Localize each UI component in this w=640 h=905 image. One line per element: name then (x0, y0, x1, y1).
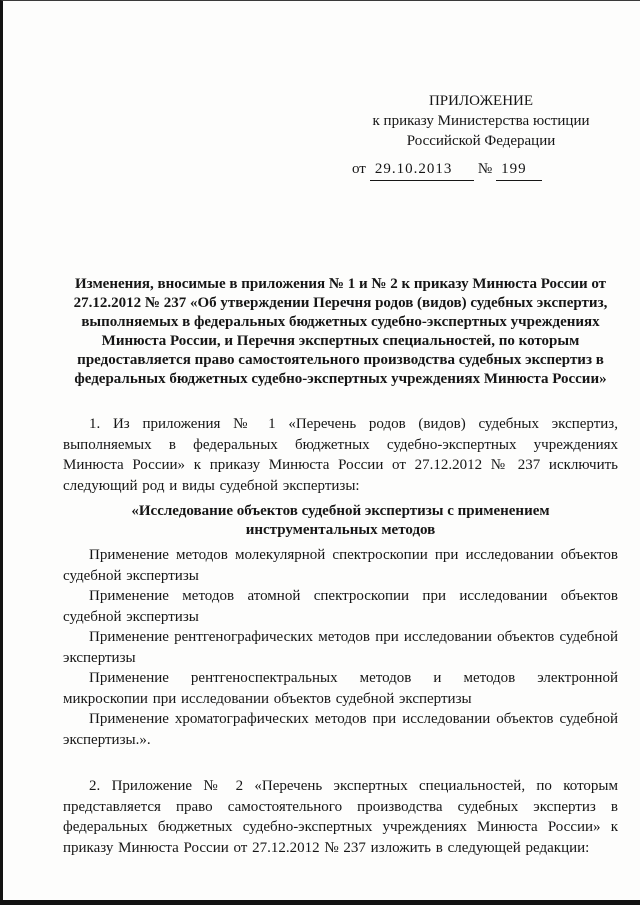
paragraph-exclusion: 1. Из приложения № 1 «Перечень родов (видов) судебных экспертиз, выполняемых в федеральных бюджетных судебно-экспертных учреждениях Минюста России» к приказу Минюста России от 27.12.2012 № 237 исключить следующий род и виды судебной экспертизы: (63, 416, 618, 494)
number-sign-label: № (477, 161, 493, 177)
excluded-item: Применение методов атомной спектроскопии при исследовании объектов судебной экспертизы (63, 588, 618, 625)
stamp-line-federation: Российской Федерации (406, 133, 556, 149)
date-prefix-label: от (352, 161, 366, 177)
excluded-item: Применение рентгенографических методов при исследовании объектов судебной экспертизы (63, 629, 618, 666)
stamp-date-line (350, 159, 612, 181)
stamp-line-appendix: ПРИЛОЖЕНИЕ (428, 93, 534, 109)
stamp-line-order: к приказу Министерства юстиции (372, 113, 590, 129)
approval-stamp (350, 91, 612, 181)
order-number-value: 199 (496, 159, 542, 181)
excluded-item: Применение хроматографических методов при исследовании объектов судебной экспертизы.». (63, 711, 618, 748)
document-title: Изменения, вносимые в приложения № 1 и № 2 к приказу Минюста России от 27.12.2012 № 237 «Об утверждении Перечня родов (видов) судебных экспертиз, выполняемых в федеральных бюджетных судебно-экспертных учреждениях Минюста России, и Перечня экспертных специальностей, по которым предоставляется право самостоятельного производства судебных экспертиз в федеральных бюджетных судебно-экспертных учреждениях Минюста России» (73, 276, 608, 387)
excluded-item: Применение рентгеноспектральных методов и методов электронной микроскопии при исследовании объектов судебной экспертизы (63, 670, 618, 707)
order-date-value: 29.10.2013 (370, 159, 474, 181)
excluded-item: Применение методов молекулярной спектроскопии при исследовании объектов судебной экспертизы (63, 547, 618, 584)
paragraph-revision: 2. Приложение № 2 «Перечень экспертных специальностей, по которым представляется право самостоятельного производства судебных экспертиз в федеральных бюджетных судебно-экспертных учреждениях Минюста России» к приказу Минюста России от 27.12.2012 № 237 изложить в следующей редакции: (63, 778, 618, 856)
excluded-expertise-heading: «Исследование объектов судебной экспертизы с применением инструментальных методов (131, 503, 550, 538)
